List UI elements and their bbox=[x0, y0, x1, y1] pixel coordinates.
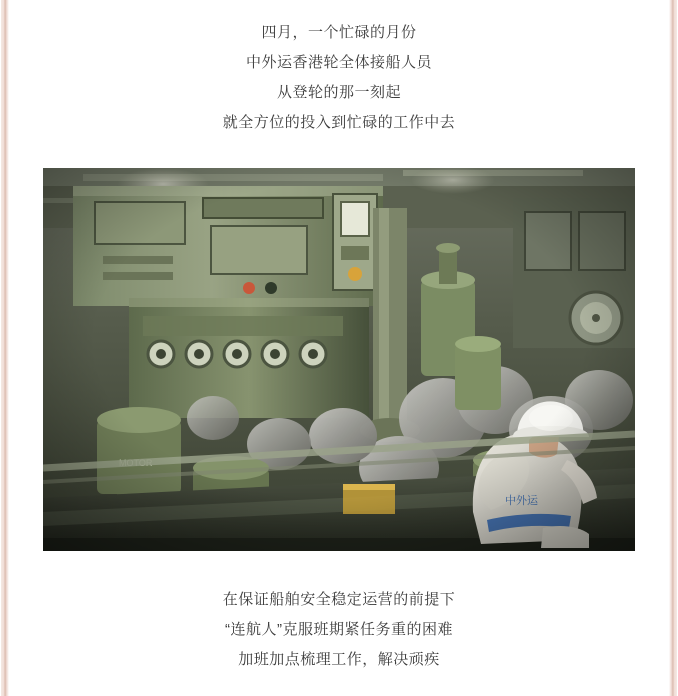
paragraph-line: 在保证船舶安全稳定运营的前提下 bbox=[222, 591, 456, 608]
page-content bbox=[9, 0, 669, 696]
engine-room-photo bbox=[43, 168, 635, 551]
paragraph-line: 就全方位的投入到忙碌的工作中去 bbox=[222, 114, 456, 131]
top-paragraph bbox=[9, 0, 669, 138]
paragraph-line: “连航人”克服班期紧任务重的困难 bbox=[225, 621, 453, 638]
photo-container bbox=[9, 168, 669, 551]
left-decorative-border bbox=[0, 0, 9, 696]
paragraph-line: 加班加点梳理工作，解决顽疾 bbox=[238, 651, 440, 668]
paragraph-line: 从登轮的那一刻起 bbox=[276, 84, 401, 101]
paragraph-line: 四月，一个忙碌的月份 bbox=[261, 24, 417, 41]
bottom-paragraph bbox=[9, 551, 669, 675]
paragraph-line: 中外运香港轮全体接船人员 bbox=[245, 54, 432, 71]
right-decorative-border bbox=[669, 0, 678, 696]
